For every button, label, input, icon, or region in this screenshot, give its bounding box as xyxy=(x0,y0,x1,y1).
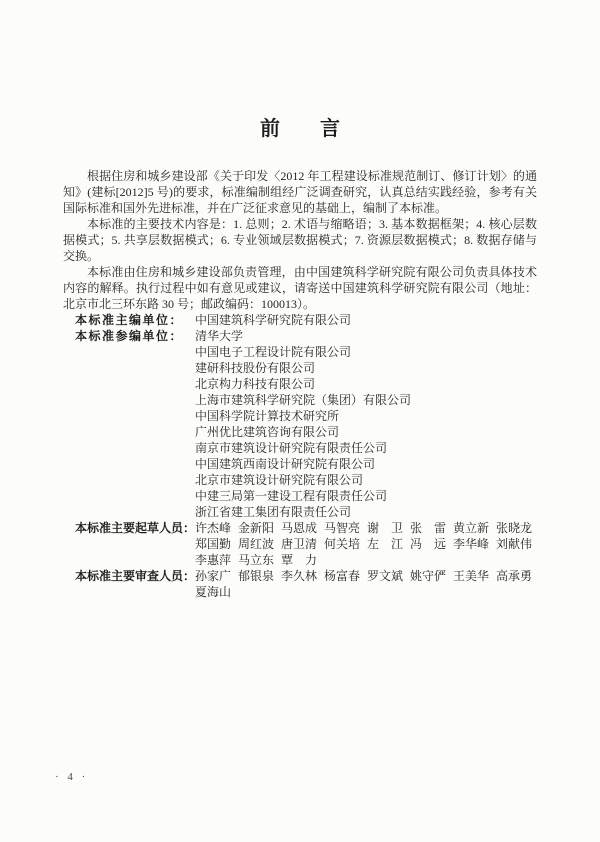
participating-editors-label: 本标准参编单位： xyxy=(75,329,184,343)
participating-org: 中国科学院计算技术研究所 xyxy=(195,409,340,423)
drafter-name: 李惠萍 xyxy=(195,553,232,567)
reviewer-name: 杨富春 xyxy=(324,569,361,583)
participating-org: 北京市建筑设计研究院有限公司 xyxy=(195,473,364,487)
drafter-name: 何关培 xyxy=(324,537,361,551)
drafter-name: 张 雷 xyxy=(410,521,447,535)
reviewer-name: 孙家广 xyxy=(195,569,232,583)
reviewer-name: 夏海山 xyxy=(195,585,232,599)
reviewer-name: 李久林 xyxy=(281,569,318,583)
reviewers-label: 本标准主要审查人员： xyxy=(75,569,196,583)
drafter-name: 覃 力 xyxy=(281,553,318,567)
participating-org-list xyxy=(195,328,537,520)
drafter-name: 张晓龙 xyxy=(496,521,533,535)
drafter-name: 金新阳 xyxy=(238,521,275,535)
participating-org: 浙江省建工集团有限责任公司 xyxy=(195,505,352,519)
reviewer-name-list xyxy=(195,568,537,600)
drafter-name: 刘献伟 xyxy=(496,537,533,551)
reviewer-name: 姚守俨 xyxy=(410,569,447,583)
participating-org: 北京构力科技有限公司 xyxy=(195,377,316,391)
drafters-label: 本标准主要起草人员： xyxy=(75,521,196,535)
participating-org: 南京市建筑设计研究院有限责任公司 xyxy=(195,441,388,455)
reviewer-name: 郁银泉 xyxy=(238,569,275,583)
drafter-name: 马恩成 xyxy=(281,521,318,535)
drafter-name: 黄立新 xyxy=(453,521,490,535)
page-title: 前 言 xyxy=(260,118,340,140)
reviewer-name: 高承勇 xyxy=(496,569,533,583)
reviewer-name: 罗文斌 xyxy=(367,569,404,583)
participating-org: 广州优比建筑咨询有限公司 xyxy=(195,425,340,439)
drafter-name: 冯 远 xyxy=(410,537,447,551)
paragraph-contents: 本标准的主要技术内容是：1. 总则；2. 术语与缩略语；3. 基本数据框架；4. 核心层数据模式；5. 共享层数据模式；6. 专业领域层数据模式；7. 资源层数据模式；8. 数据存储与交换。 xyxy=(63,217,537,263)
participating-org: 中国电子工程设计院有限公司 xyxy=(195,345,352,359)
drafter-name: 马智亮 xyxy=(324,521,361,535)
drafter-name: 李华峰 xyxy=(453,537,490,551)
participating-org: 上海市建筑科学研究院（集团）有限公司 xyxy=(195,393,412,407)
drafter-name-list xyxy=(195,520,537,568)
drafters-row xyxy=(63,520,537,568)
paragraph-basis: 根据住房和城乡建设部《关于印发〈2012 年工程建设标准规范制订、修订计划〉的通知》(建标[2012]5 号)的要求，标准编制组经广泛调查研究，认真总结实践经验，参考有关国际标准和国外先进标准，并在广泛征求意见的基础上，编制了本标准。 xyxy=(63,169,537,215)
participating-org: 清华大学 xyxy=(195,329,244,343)
drafter-name: 郑国勤 xyxy=(195,537,232,551)
chief-editor-value: 中国建筑科学研究院有限公司 xyxy=(195,313,352,327)
drafter-name: 谢 卫 xyxy=(367,521,404,535)
drafter-name: 周红波 xyxy=(238,537,275,551)
drafter-name: 马立东 xyxy=(238,553,275,567)
reviewers-row xyxy=(63,568,537,600)
participating-org: 中国建筑西南设计研究院有限公司 xyxy=(195,457,376,471)
drafter-name: 唐卫清 xyxy=(281,537,318,551)
reviewer-name: 王美华 xyxy=(453,569,490,583)
drafter-name: 许杰峰 xyxy=(195,521,232,535)
page-number: · 4 · xyxy=(55,771,89,783)
paragraph-management: 本标准由住房和城乡建设部负责管理，由中国建筑科学研究院有限公司负责具体技术内容的解释。执行过程中如有意见或建议，请寄送中国建筑科学研究院有限公司（地址：北京市北三环东路 30 号；邮政编码：100013）。 xyxy=(63,265,537,311)
participating-editors-row xyxy=(63,328,537,520)
drafter-name: 左 江 xyxy=(367,537,404,551)
foreword-body xyxy=(63,168,537,600)
participating-org: 中建三局第一建设工程有限责任公司 xyxy=(195,489,388,503)
chief-editor-label: 本标准主编单位： xyxy=(75,313,184,327)
participating-org: 建研科技股份有限公司 xyxy=(195,361,316,375)
chief-editor-row xyxy=(63,312,537,328)
